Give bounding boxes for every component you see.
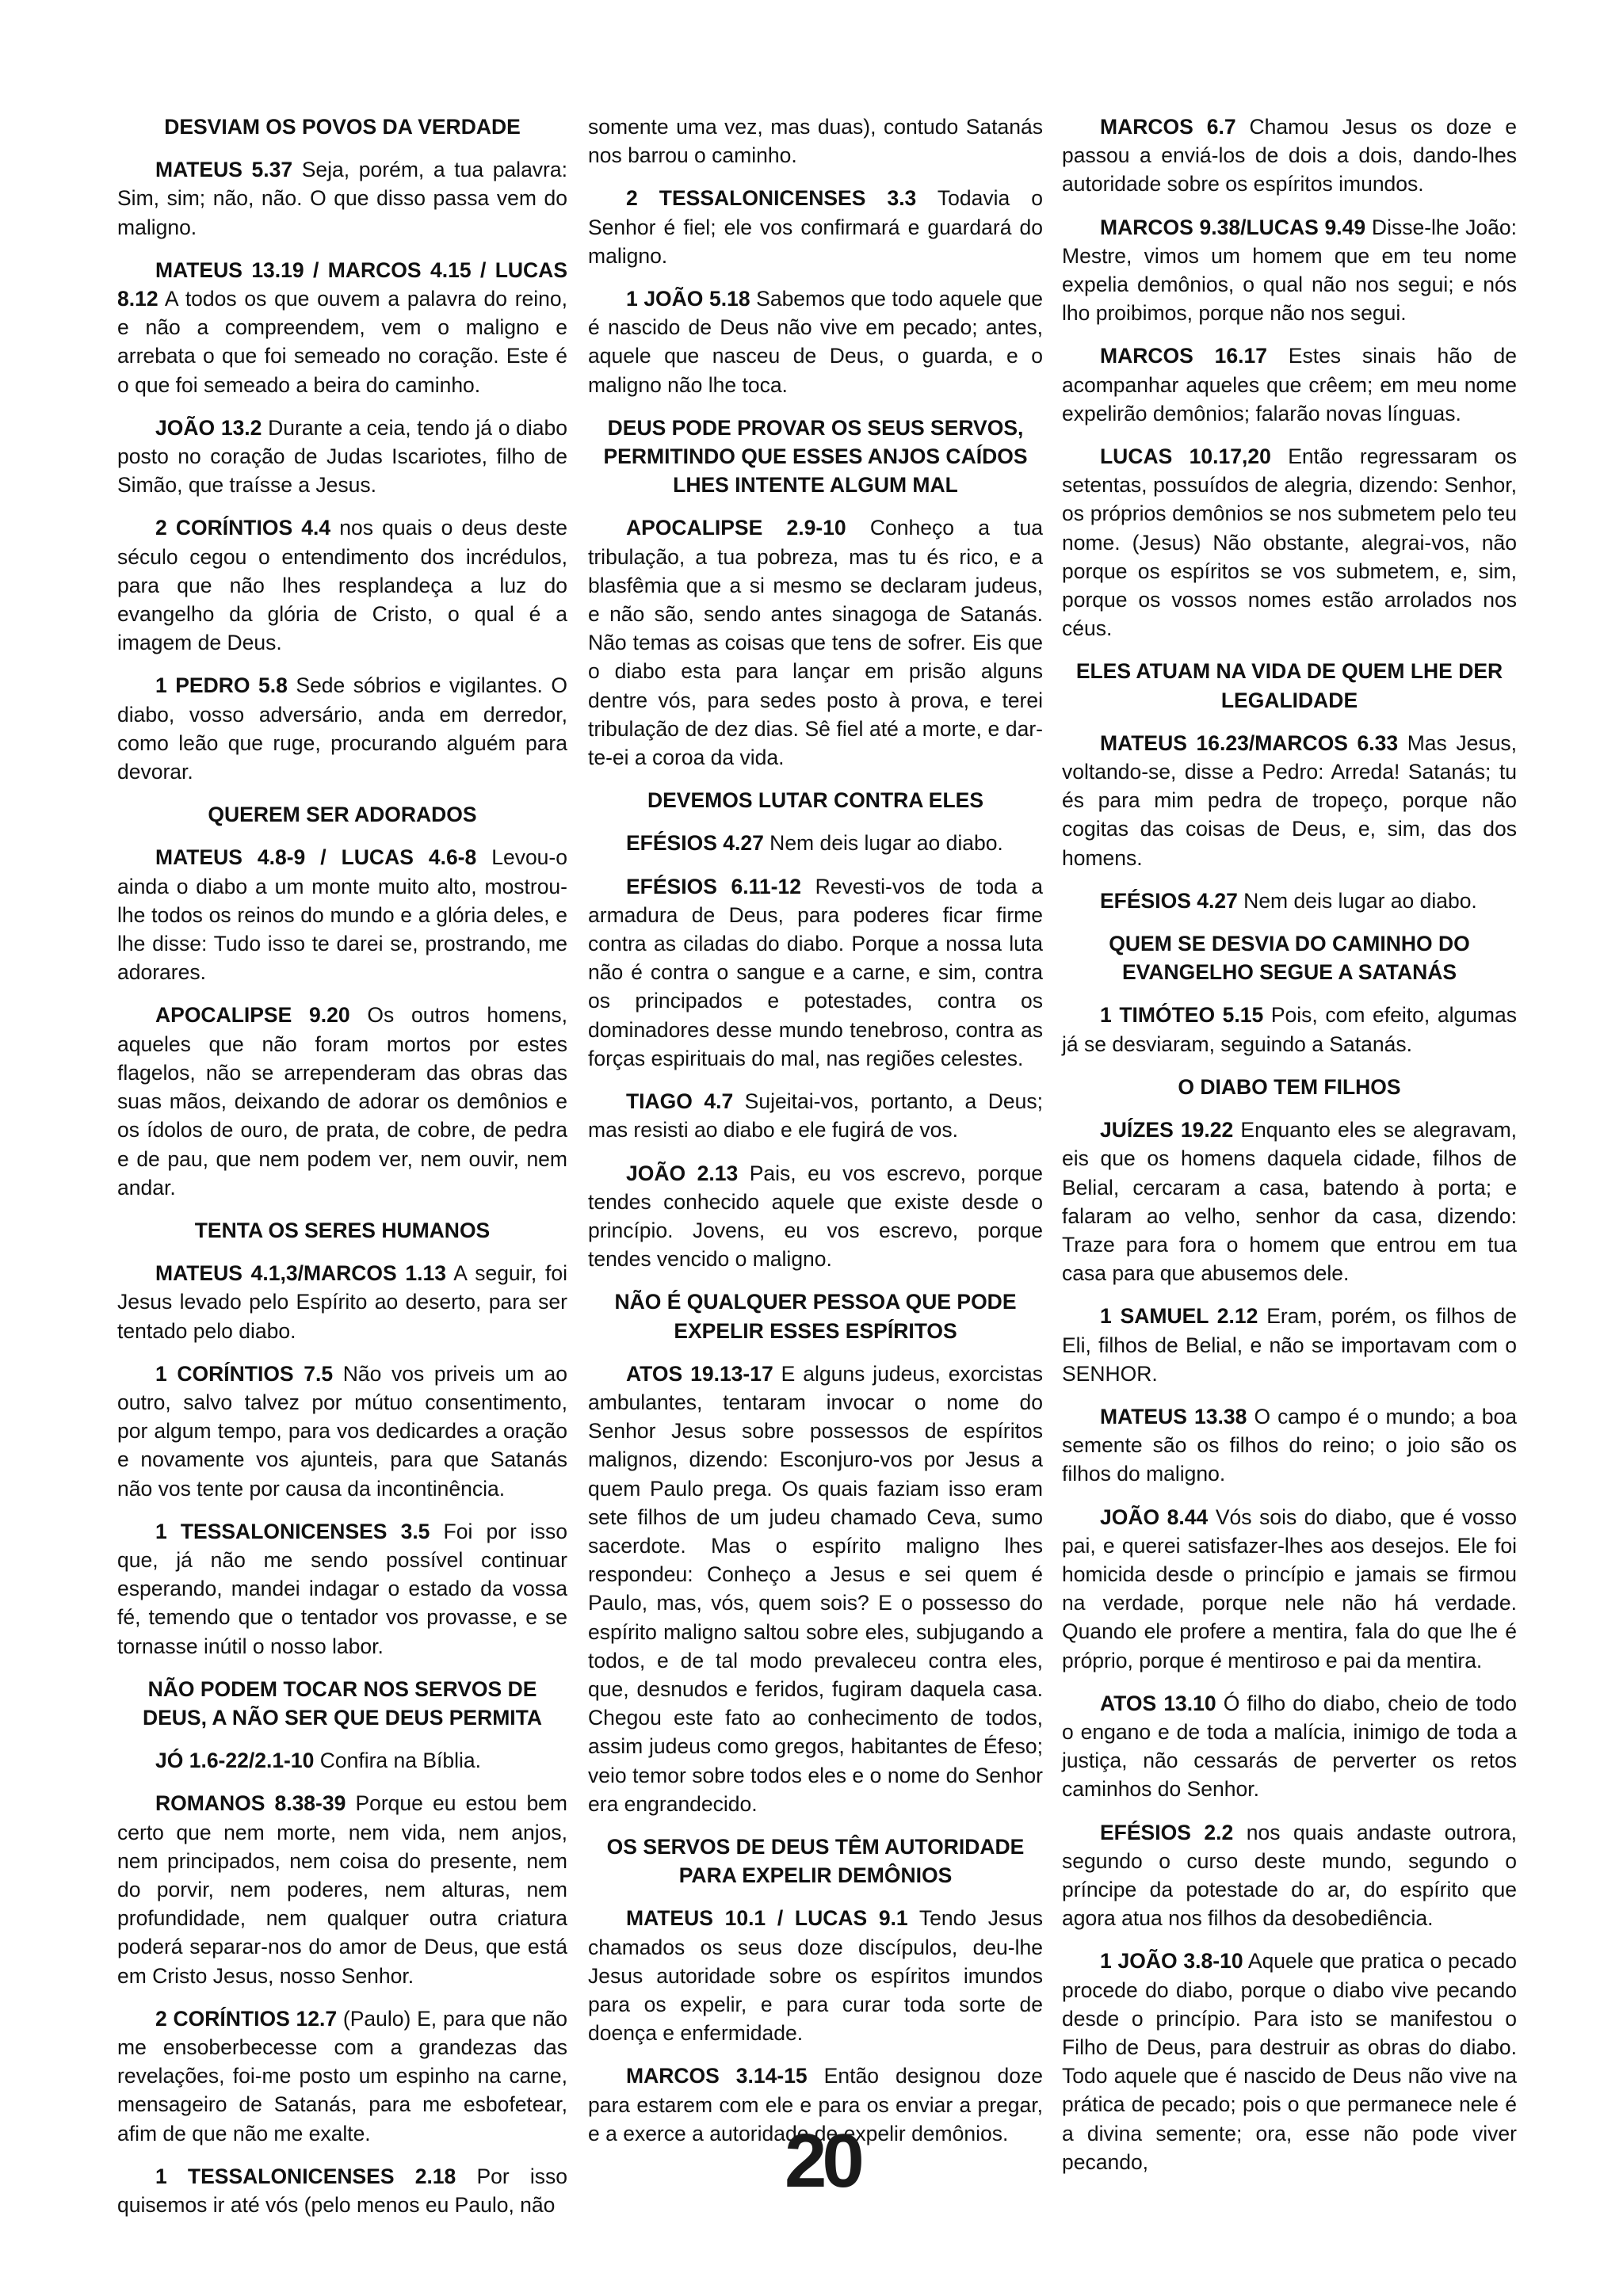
verse-paragraph xyxy=(588,184,1043,270)
verse-paragraph xyxy=(117,155,567,242)
verse-paragraph xyxy=(1062,442,1517,643)
text-column-3 xyxy=(1062,113,1517,2191)
scripture-reference: 1 SAMUEL 2.12 xyxy=(1100,1304,1258,1329)
scripture-reference: EFÉSIOS 6.11-12 xyxy=(626,874,801,898)
verse-text: Porque eu estou bem certo que nem morte, nem vida, nem anjos, nem principados, nem coisa do presente, nem do porvir, nem poderes, nem alturas, nem profundidade, nem qualquer outra criatura poderá separar-nos do amor de Deus, que está em Cristo Jesus, nosso Senhor. xyxy=(117,1791,567,1988)
verse-text: Durante a ceia, tendo já o diabo posto no coração de Judas Iscariotes, filho de Simão, que traísse a Jesus. xyxy=(117,415,567,498)
verse-text: A todos os que ouvem a palavra do reino, e não a compreendem, vem o maligno e arrebata o que foi semeado no coração. Este é o que foi semeado a beira do caminho. xyxy=(117,287,567,397)
scripture-reference: 2 CORÍNTIOS 12.7 xyxy=(155,2006,338,2031)
verse-text: Vós sois do diabo, que é vosso pai, e querei satisfazer-lhes aos desejos. Ele foi homicida desde o princípio e jamais se firmou na verdade, porque nele não há verdade. Quando ele profere a mentira, fala do que lhe é próprio, porque é mentiroso e pai da mentira. xyxy=(1062,1505,1517,1672)
scripture-reference: JÓ 1.6-22/2.1-10 xyxy=(155,1749,315,1773)
scripture-reference: EFÉSIOS 4.27 xyxy=(1100,888,1238,913)
verse-paragraph xyxy=(1062,1302,1517,1388)
verse-text: Então designou doze para estarem com ele e para os enviar a pregar, e a exerce a autoridade de expelir demônios. xyxy=(588,2064,1043,2145)
verse-paragraph xyxy=(1062,729,1517,872)
verse-text: E alguns judeus, exorcistas ambulantes, tentaram invocar o nome do Senhor Jesus sobre possessos de espíritos malignos, dizendo: Esconjuro-vos por Jesus a quem Paulo prega. Os quais faziam isso eram sete filhos de um judeu chamado Ceva, sumo sacerdote. Mas o espírito maligno lhes respondeu: Conheço a Jesus e sei quem é Paulo, mas, vós, quem sois? E o possesso do espírito maligno saltou sobre eles, subjugando a todos, e de tal modo prevaleceu contra eles, que, desnudos e feridos, fugiram daquela casa. Chegou este fato ao conhecimento de todos, assim judeus como gregos, habitantes de Éfeso; veio temor sobre todos eles e o nome do Senhor era engrandecido. xyxy=(588,1361,1043,1816)
verse-paragraph xyxy=(1062,887,1517,915)
verse-paragraph xyxy=(117,1001,567,1201)
scripture-reference: MATEUS 4.8-9 / LUCAS 4.6-8 xyxy=(155,845,477,870)
verse-paragraph xyxy=(1062,1503,1517,1675)
section-heading: ELES ATUAM NA VIDA DE QUEM LHE DER LEGALIDADE xyxy=(1075,659,1503,712)
scripture-reference: 1 TIMÓTEO 5.15 xyxy=(1100,1003,1264,1028)
scripture-reference: MARCOS 3.14-15 xyxy=(626,2064,808,2088)
verse-paragraph xyxy=(117,2004,567,2148)
verse-text: Estes sinais hão de acompanhar aqueles que crêem; em meu nome expelirão demônios; falarão novas línguas. xyxy=(1062,344,1518,425)
verse-paragraph xyxy=(588,513,1043,772)
verse-paragraph xyxy=(588,829,1043,857)
section-heading: TENTA OS SERES HUMANOS xyxy=(194,1218,491,1242)
verse-text: Pois, com efeito, algumas já se desviaram, seguindo a Satanás. xyxy=(1062,1003,1517,1056)
verse-text: Pais, eu vos escrevo, porque tendes conhecido aquele que existe desde o princípio. Jovens, eu vos escrevo, porque tendes vencido o maligno. xyxy=(588,1161,1043,1272)
verse-text: Conheço a tua tribulação, a tua pobreza, mas tu és rico, e a blasfêmia que a si mesmo se declaram judeus, e não são, sendo antes sinagoga de Satanás. Não temas as coisas que tens de sofrer. Eis que o diabo esta para lançar em prisão alguns dentre vós, para sedes posto à prova, e terei tribulação de dez dias. Sê fiel até a morte, e dar-te-ei a coroa da vida. xyxy=(588,516,1043,770)
verse-text: Sede sóbrios e vigilantes. O diabo, vosso adversário, anda em derredor, como leão que ruge, procurando alguém para devorar. xyxy=(117,673,567,784)
verse-paragraph xyxy=(117,414,567,500)
verse-paragraph xyxy=(1062,1116,1517,1287)
verse-text: Não vos priveis um ao outro, salvo talvez por mútuo consentimento, por algum tempo, para vos dedicardes a oração e novamente vos ajunteis, para que Satanás não vos tente por causa da incontinência. xyxy=(117,1361,568,1501)
verse-text: Chamou Jesus os doze e passou a enviá-los de dois a dois, dando-lhes autoridade sobre os espíritos imundos. xyxy=(1062,115,1517,196)
text-column-1 xyxy=(117,113,567,2233)
verse-paragraph xyxy=(588,113,1043,170)
scripture-reference: JUÍZES 19.22 xyxy=(1100,1118,1234,1142)
verse-paragraph xyxy=(588,1360,1043,1818)
verse-text: Confira na Bíblia. xyxy=(314,1749,482,1773)
verse-paragraph xyxy=(588,1159,1043,1274)
verse-text: A seguir, foi Jesus levado pelo Espírito ao deserto, para ser tentado pelo diabo. xyxy=(117,1261,567,1343)
verse-text: Os outros homens, aqueles que não foram mortos por estes flagelos, não se arrependeram das obras das suas mãos, deixando de adorar os demônios e os ídolos de ouro, de prata, de cobre, de pedra e de pau, que nem podem ver, nem ouvir, nem andar. xyxy=(117,1003,567,1199)
section-heading: O DIABO TEM FILHOS xyxy=(1178,1074,1401,1099)
section-heading: NÃO É QUALQUER PESSOA QUE PODE EXPELIR ESSES ESPÍRITOS xyxy=(614,1290,1017,1343)
verse-text: Ó filho do diabo, cheio de todo o engano e de toda a malícia, inimigo de toda a justiça, não cessarás de perverter os retos caminhos do Senhor. xyxy=(1062,1691,1517,1802)
verse-text: (Paulo) E, para que não me ensoberbecesse com a grandezas das revelações, foi-me posto um espinho na carne, mensageiro de Satanás, para me esbofetear, afim de que não me exalte. xyxy=(117,2006,568,2145)
verse-paragraph xyxy=(117,256,567,399)
scripture-reference: MATEUS 13.19 / MARCOS 4.15 / LUCAS 8.12 xyxy=(117,257,567,311)
scripture-reference: LUCAS 10.17,20 xyxy=(1100,444,1271,469)
scripture-reference: JOÃO 2.13 xyxy=(626,1161,739,1185)
verse-paragraph xyxy=(117,671,567,786)
scripture-reference: 1 TESSALONICENSES 2.18 xyxy=(155,2164,456,2188)
verse-paragraph xyxy=(1062,1689,1517,1804)
scripture-reference: MATEUS 10.1 / LUCAS 9.1 xyxy=(626,1906,908,1931)
verse-text: Revesti-vos de toda a armadura de Deus, para poderes ficar firme contra as ciladas do diabo. Porque a nossa luta não é contra o sangue e a carne, e sim, contra os principados e potestades, contra os dominadores desse mundo tenebroso, contra as forças espirituais do mal, nas regiões celestes. xyxy=(588,874,1043,1070)
verse-paragraph xyxy=(588,1087,1043,1144)
scripture-reference: EFÉSIOS 2.2 xyxy=(1100,1820,1234,1844)
scripture-reference: 2 CORÍNTIOS 4.4 xyxy=(155,516,331,540)
verse-paragraph xyxy=(1062,1001,1517,1058)
scripture-reference: JOÃO 13.2 xyxy=(155,415,262,440)
verse-paragraph xyxy=(588,872,1043,1073)
verse-paragraph xyxy=(117,1360,567,1503)
scripture-reference: 1 PEDRO 5.8 xyxy=(155,673,288,698)
scripture-reference: TIAGO 4.7 xyxy=(626,1089,734,1114)
page-number: 20 xyxy=(785,2119,860,2203)
verse-text: somente uma vez, mas duas), contudo Satanás nos barrou o caminho. xyxy=(588,115,1043,168)
scripture-reference: 2 TESSALONICENSES 3.3 xyxy=(626,186,917,211)
section-heading: NÃO PODEM TOCAR NOS SERVOS DE DEUS, A NÃO SER QUE DEUS PERMITA xyxy=(142,1676,543,1730)
scripture-reference: MARCOS 16.17 xyxy=(1100,344,1267,368)
verse-paragraph xyxy=(117,1746,567,1775)
scripture-reference: EFÉSIOS 4.27 xyxy=(626,831,764,856)
scripture-reference: MATEUS 13.38 xyxy=(1100,1404,1247,1428)
verse-paragraph xyxy=(1062,113,1517,199)
section-heading: QUEM SE DESVIA DO CAMINHO DO EVANGELHO SEGUE A SATANÁS xyxy=(1109,932,1470,985)
scripture-reference: MARCOS 9.38/LUCAS 9.49 xyxy=(1100,215,1366,239)
section-heading: QUEREM SER ADORADOS xyxy=(208,803,477,827)
scripture-reference: APOCALIPSE 2.9-10 xyxy=(626,516,846,540)
verse-text: Por isso quisemos ir até vós (pelo menos eu Paulo, não xyxy=(117,2164,568,2217)
verse-paragraph xyxy=(117,1259,567,1345)
verse-text: Sabemos que todo aquele que é nascido de Deus não vive em pecado; antes, aquele que nasceu de Deus, o guarda, e o maligno não lhe toca. xyxy=(588,287,1043,397)
scripture-reference: ROMANOS 8.38-39 xyxy=(155,1791,346,1816)
verse-paragraph xyxy=(588,284,1043,399)
verse-text: Disse-lhe João: Mestre, vimos um homem que em teu nome expelia demônios, o qual não nos segui; e nós lho proibimos, porque não nos segui. xyxy=(1062,215,1517,326)
scripture-reference: MARCOS 6.7 xyxy=(1100,115,1236,139)
section-heading: DESVIAM OS POVOS DA VERDADE xyxy=(164,115,521,139)
verse-text: Levou-o ainda o diabo a um monte muito alto, mostrou-lhe todos os reinos do mundo e a glória deles, e lhe disse: Tudo isso te darei se, prostrando, me adorares. xyxy=(117,845,567,985)
verse-paragraph xyxy=(1062,1818,1517,1933)
section-heading: OS SERVOS DE DEUS TÊM AUTORIDADE PARA EXPELIR DEMÔNIOS xyxy=(606,1834,1025,1888)
verse-text: Nem deis lugar ao diabo. xyxy=(763,831,1003,856)
section-heading: DEVEMOS LUTAR CONTRA ELES xyxy=(647,788,983,813)
scripture-reference: ATOS 13.10 xyxy=(1100,1691,1216,1715)
scripture-reference: MATEUS 5.37 xyxy=(155,158,293,182)
verse-paragraph xyxy=(117,513,567,657)
scripture-reference: MATEUS 16.23/MARCOS 6.33 xyxy=(1100,730,1399,755)
verse-paragraph xyxy=(117,1789,567,1989)
scripture-reference: APOCALIPSE 9.20 xyxy=(155,1003,350,1028)
verse-text: Seja, porém, a tua palavra: Sim, sim; não, não. O que disso passa vem do maligno. xyxy=(117,158,567,239)
scripture-reference: 1 JOÃO 3.8-10 xyxy=(1100,1949,1243,1974)
verse-text: nos quais o deus deste século cegou o entendimento dos incrédulos, para que não lhes resplandeça a luz do evangelho da glória de Cristo, o qual é a imagem de Deus. xyxy=(117,516,568,655)
scripture-reference: ATOS 19.13-17 xyxy=(626,1361,773,1386)
verse-text: O campo é o mundo; a boa semente são os filhos do reino; o joio são os filhos do maligno. xyxy=(1062,1404,1517,1486)
verse-paragraph xyxy=(117,843,567,986)
verse-text: Foi por isso que, já não me sendo possível continuar esperando, mandei indagar o estado da vossa fé, temendo que o tentador vos provasse, e se tornasse inútil o nosso labor. xyxy=(117,1519,568,1658)
verse-text: Enquanto eles se alegravam, eis que os homens daquela cidade, filhos de Belial, cercaram a casa, batendo à porta; e falaram ao velho, senhor da casa, dizendo: Traze para fora o homem que entrou em tua casa para que abusemos dele. xyxy=(1062,1118,1518,1286)
verse-text: nos quais andaste outrora, segundo o curso deste mundo, segundo o príncipe da potestade do ar, do espírito que agora atua nos filhos da desobediência. xyxy=(1062,1820,1517,1931)
verse-text: Nem deis lugar ao diabo. xyxy=(1237,888,1477,913)
verse-text: Mas Jesus, voltando-se, disse a Pedro: Arreda! Satanás; tu és para mim pedra de tropeço, porque não cogitas das coisas de Deus, e, sim, das dos homens. xyxy=(1062,730,1517,870)
scripture-reference: JOÃO 8.44 xyxy=(1100,1505,1209,1529)
verse-text: Aquele que pratica o pecado procede do diabo, porque o diabo vive pecando desde o princípio. Para isto se manifestou o Filho de Deus, para destruir as obras do diabo. Todo aquele que é nascido de Deus não vive na prática de pecado; pois o que permanece nele é a divina semente; ora, esse não pode viver pecando, xyxy=(1062,1949,1518,2174)
verse-text: Eram, porém, os filhos de Eli, filhos de Belial, e não se importavam com o SENHOR. xyxy=(1062,1304,1518,1386)
verse-paragraph xyxy=(1062,213,1517,328)
verse-paragraph xyxy=(1062,341,1517,428)
scripture-reference: 1 CORÍNTIOS 7.5 xyxy=(155,1361,334,1386)
scripture-reference: MATEUS 4.1,3/MARCOS 1.13 xyxy=(155,1261,447,1286)
scripture-reference: 1 TESSALONICENSES 3.5 xyxy=(155,1519,430,1543)
verse-paragraph xyxy=(1062,1947,1517,2176)
verse-paragraph xyxy=(588,1904,1043,2047)
section-heading: DEUS PODE PROVAR OS SEUS SERVOS, PERMITINDO QUE ESSES ANJOS CAÍDOS LHES INTENTE ALGUM MAL xyxy=(603,415,1028,498)
verse-paragraph xyxy=(117,2162,567,2219)
scripture-reference: 1 JOÃO 5.18 xyxy=(626,287,750,311)
text-column-2 xyxy=(588,113,1043,2162)
verse-text: Tendo Jesus chamados os seus doze discípulos, deu-lhe Jesus autoridade sobre os espíritos imundos para os expelir, e para curar toda sorte de doença e enfermidade. xyxy=(588,1906,1043,2046)
verse-text: Sujeitai-vos, portanto, a Deus; mas resisti ao diabo e ele fugirá de vos. xyxy=(588,1089,1043,1142)
verse-text: Todavia o Senhor é fiel; ele vos confirmará e guardará do maligno. xyxy=(588,186,1043,268)
verse-paragraph xyxy=(1062,1402,1517,1489)
verse-paragraph xyxy=(117,1517,567,1661)
verse-text: Então regressaram os setentas, possuídos de alegria, dizendo: Senhor, os próprios demônios se nos submetem pelo teu nome. (Jesus) Não obstante, alegrai-vos, não porque os espíritos se vos submetem, e, sim, porque os vossos nomes estão arrolados nos céus. xyxy=(1062,444,1517,641)
